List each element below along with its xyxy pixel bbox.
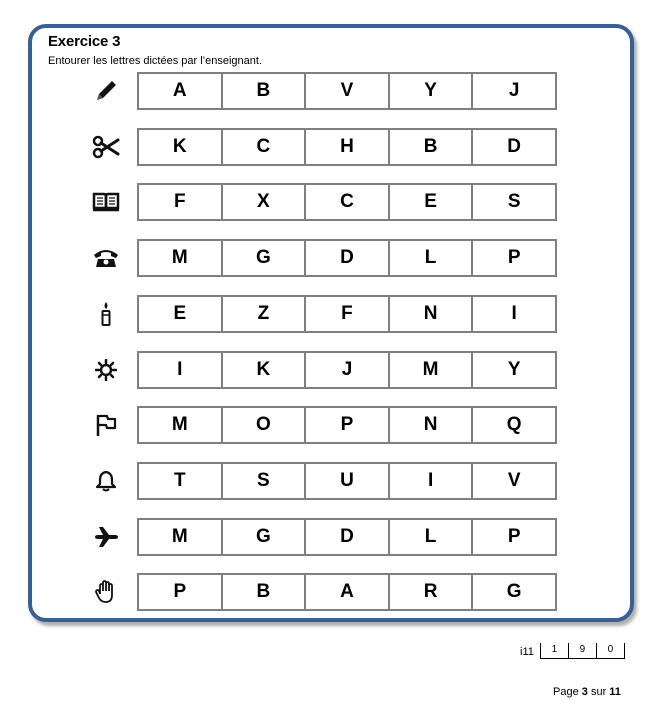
letter-cell[interactable]: Q: [506, 414, 522, 435]
letter-cell[interactable]: A: [139, 74, 223, 108]
letter-cell[interactable]: G: [506, 581, 522, 602]
item-code-label: i11: [520, 646, 534, 658]
letter-row: [0, 518, 664, 556]
letter-cell[interactable]: Z: [223, 297, 307, 331]
letter-cell[interactable]: X: [223, 185, 307, 219]
page-total: 11: [609, 686, 621, 698]
hand-icon: [92, 578, 120, 606]
letter-cell[interactable]: V: [507, 470, 521, 491]
letter-cell[interactable]: G: [223, 520, 307, 554]
letter-grid: [137, 462, 557, 500]
letter-grid: [137, 72, 557, 110]
letter-cell[interactable]: U: [306, 464, 390, 498]
letter-cell[interactable]: D: [306, 520, 390, 554]
letter-cell[interactable]: I: [139, 353, 223, 387]
bell-icon: [92, 467, 120, 495]
pen-icon: [92, 77, 120, 105]
letter-cell[interactable]: C: [223, 130, 307, 164]
letter-grid: [137, 351, 557, 389]
letter-cell[interactable]: F: [306, 297, 390, 331]
letter-cell[interactable]: D: [507, 136, 522, 157]
airplane-icon: [92, 523, 120, 551]
letter-grid: [137, 128, 557, 166]
book-icon: [92, 188, 120, 216]
letter-cell[interactable]: F: [139, 185, 223, 219]
letter-cell[interactable]: I: [390, 464, 474, 498]
letter-cell[interactable]: A: [306, 575, 390, 609]
letter-row: [0, 462, 664, 500]
letter-cell[interactable]: G: [223, 241, 307, 275]
letter-row: [0, 72, 664, 110]
letter-row: [0, 406, 664, 444]
letter-row: [0, 573, 664, 611]
letter-cell[interactable]: B: [223, 74, 307, 108]
letter-cell[interactable]: M: [390, 353, 474, 387]
letter-cell[interactable]: P: [306, 408, 390, 442]
letter-cell[interactable]: D: [306, 241, 390, 275]
letter-cell[interactable]: Y: [390, 74, 474, 108]
letter-cell[interactable]: J: [508, 80, 520, 101]
letter-cell[interactable]: L: [390, 520, 474, 554]
letter-cell[interactable]: K: [139, 130, 223, 164]
letter-cell[interactable]: P: [507, 526, 521, 547]
letter-cell[interactable]: N: [390, 408, 474, 442]
telephone-icon: [92, 244, 120, 272]
letter-cell[interactable]: E: [390, 185, 474, 219]
letter-cell[interactable]: C: [306, 185, 390, 219]
letter-cell[interactable]: S: [223, 464, 307, 498]
exercise-instruction: Entourer les lettres dictées par l’enseignant.: [48, 55, 263, 67]
letter-cell[interactable]: J: [306, 353, 390, 387]
scissors-icon: [92, 133, 120, 161]
letter-cell[interactable]: M: [139, 408, 223, 442]
page-current: 3: [581, 686, 588, 698]
letter-grid: [137, 406, 557, 444]
letter-row: [0, 183, 664, 221]
letter-cell[interactable]: B: [390, 130, 474, 164]
letter-grid: [137, 518, 557, 556]
letter-cell[interactable]: V: [306, 74, 390, 108]
letter-grid: [137, 239, 557, 277]
letter-cell[interactable]: P: [507, 247, 521, 268]
letter-cell[interactable]: L: [390, 241, 474, 275]
page-number: [553, 686, 621, 698]
letter-cell[interactable]: Y: [507, 359, 521, 380]
letter-cell[interactable]: M: [139, 241, 223, 275]
letter-row: [0, 128, 664, 166]
flag-icon: [92, 411, 120, 439]
letter-cell[interactable]: S: [507, 191, 521, 212]
letter-cell[interactable]: T: [139, 464, 223, 498]
letter-cell[interactable]: P: [139, 575, 223, 609]
letter-cell[interactable]: B: [223, 575, 307, 609]
letter-grid: [137, 183, 557, 221]
sun-icon: [92, 356, 120, 384]
item-code-digit: 1: [541, 643, 569, 658]
letter-grid: [137, 573, 557, 611]
letter-cell[interactable]: H: [306, 130, 390, 164]
item-code-digit: 9: [569, 643, 597, 658]
letter-cell[interactable]: O: [223, 408, 307, 442]
letter-cell[interactable]: I: [511, 303, 517, 324]
letter-grid: [137, 295, 557, 333]
letter-cell[interactable]: N: [390, 297, 474, 331]
exercise-title: Exercice 3: [48, 33, 121, 50]
page-prefix: Page: [553, 686, 579, 698]
item-code-boxes: [540, 643, 625, 659]
letter-cell[interactable]: R: [390, 575, 474, 609]
letter-cell[interactable]: M: [139, 520, 223, 554]
item-code-digit: 0: [607, 644, 614, 655]
letter-row: [0, 295, 664, 333]
letter-row: [0, 351, 664, 389]
item-code: [520, 643, 625, 659]
letter-row: [0, 239, 664, 277]
candle-icon: [92, 300, 120, 328]
page-separator: sur: [590, 686, 607, 698]
letter-cell[interactable]: E: [139, 297, 223, 331]
letter-cell[interactable]: K: [223, 353, 307, 387]
